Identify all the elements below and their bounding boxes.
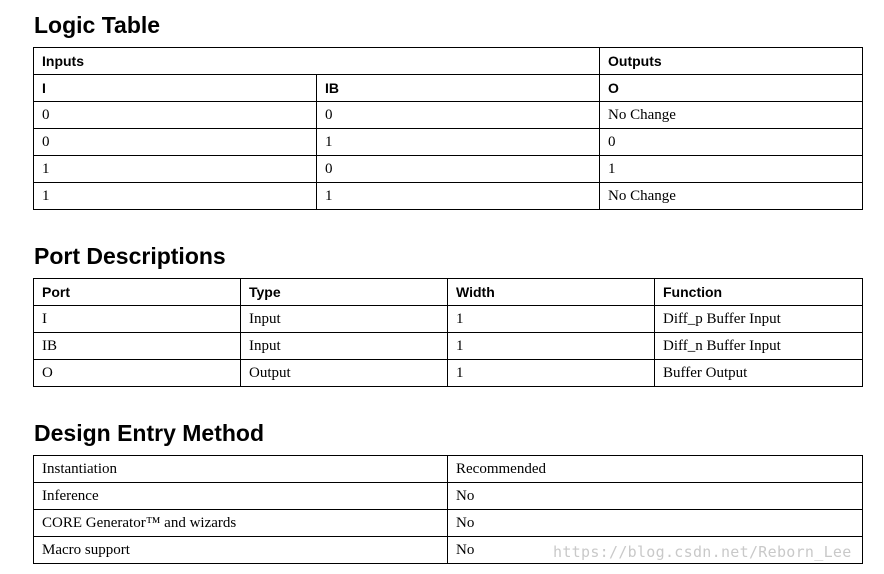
table-cell: No (448, 483, 863, 510)
table-cell: 1 (600, 156, 863, 183)
port-descriptions-title: Port Descriptions (34, 243, 226, 269)
table-cell: 0 (600, 129, 863, 156)
table-row (34, 456, 863, 483)
table-cell: I (34, 306, 241, 333)
table-cell: 1 (448, 306, 655, 333)
logic-table-title: Logic Table (34, 12, 161, 38)
column-header-type: Type (241, 279, 448, 306)
table-cell: 1 (448, 360, 655, 387)
table-cell: Diff_p Buffer Input (655, 306, 863, 333)
table-cell: No (448, 510, 863, 537)
table-cell: 0 (34, 129, 317, 156)
table-row (34, 306, 863, 333)
table-cell: Input (241, 333, 448, 360)
column-header-i: I (34, 75, 317, 102)
table-row (34, 102, 863, 129)
table-cell: 0 (317, 156, 600, 183)
table-cell: 1 (317, 129, 600, 156)
table-row (34, 129, 863, 156)
table-row (34, 360, 863, 387)
inputs-header: Inputs (34, 48, 600, 75)
design-entry-title: Design Entry Method (34, 420, 265, 446)
table-cell: Inference (34, 483, 448, 510)
table-row (34, 183, 863, 210)
table-cell: IB (34, 333, 241, 360)
table-cell: Output (241, 360, 448, 387)
table-cell: O (34, 360, 241, 387)
table-cell: 1 (34, 156, 317, 183)
table-cell: No Change (600, 183, 863, 210)
table-cell: Recommended (448, 456, 863, 483)
logic-table (33, 47, 863, 210)
table-cell: 0 (317, 102, 600, 129)
column-header-width: Width (448, 279, 655, 306)
column-header-o: O (600, 75, 863, 102)
table-row (34, 483, 863, 510)
table-cell: 1 (34, 183, 317, 210)
column-header-ib: IB (317, 75, 600, 102)
table-cell: 1 (448, 333, 655, 360)
outputs-header: Outputs (600, 48, 863, 75)
column-header-port: Port (34, 279, 241, 306)
table-row (34, 156, 863, 183)
table-cell: Buffer Output (655, 360, 863, 387)
table-cell: No (448, 537, 863, 564)
table-cell: No Change (600, 102, 863, 129)
table-row (34, 510, 863, 537)
watermark: https://blog.csdn.net/Reborn_Lee (553, 543, 852, 561)
table-cell: Macro support (34, 537, 448, 564)
port-descriptions-table (33, 278, 863, 387)
table-cell: Input (241, 306, 448, 333)
table-cell: Diff_n Buffer Input (655, 333, 863, 360)
table-row (34, 333, 863, 360)
table-cell: 1 (317, 183, 600, 210)
table-cell: 0 (34, 102, 317, 129)
table-cell: Instantiation (34, 456, 448, 483)
column-header-function: Function (655, 279, 863, 306)
table-cell: CORE Generator™ and wizards (34, 510, 448, 537)
